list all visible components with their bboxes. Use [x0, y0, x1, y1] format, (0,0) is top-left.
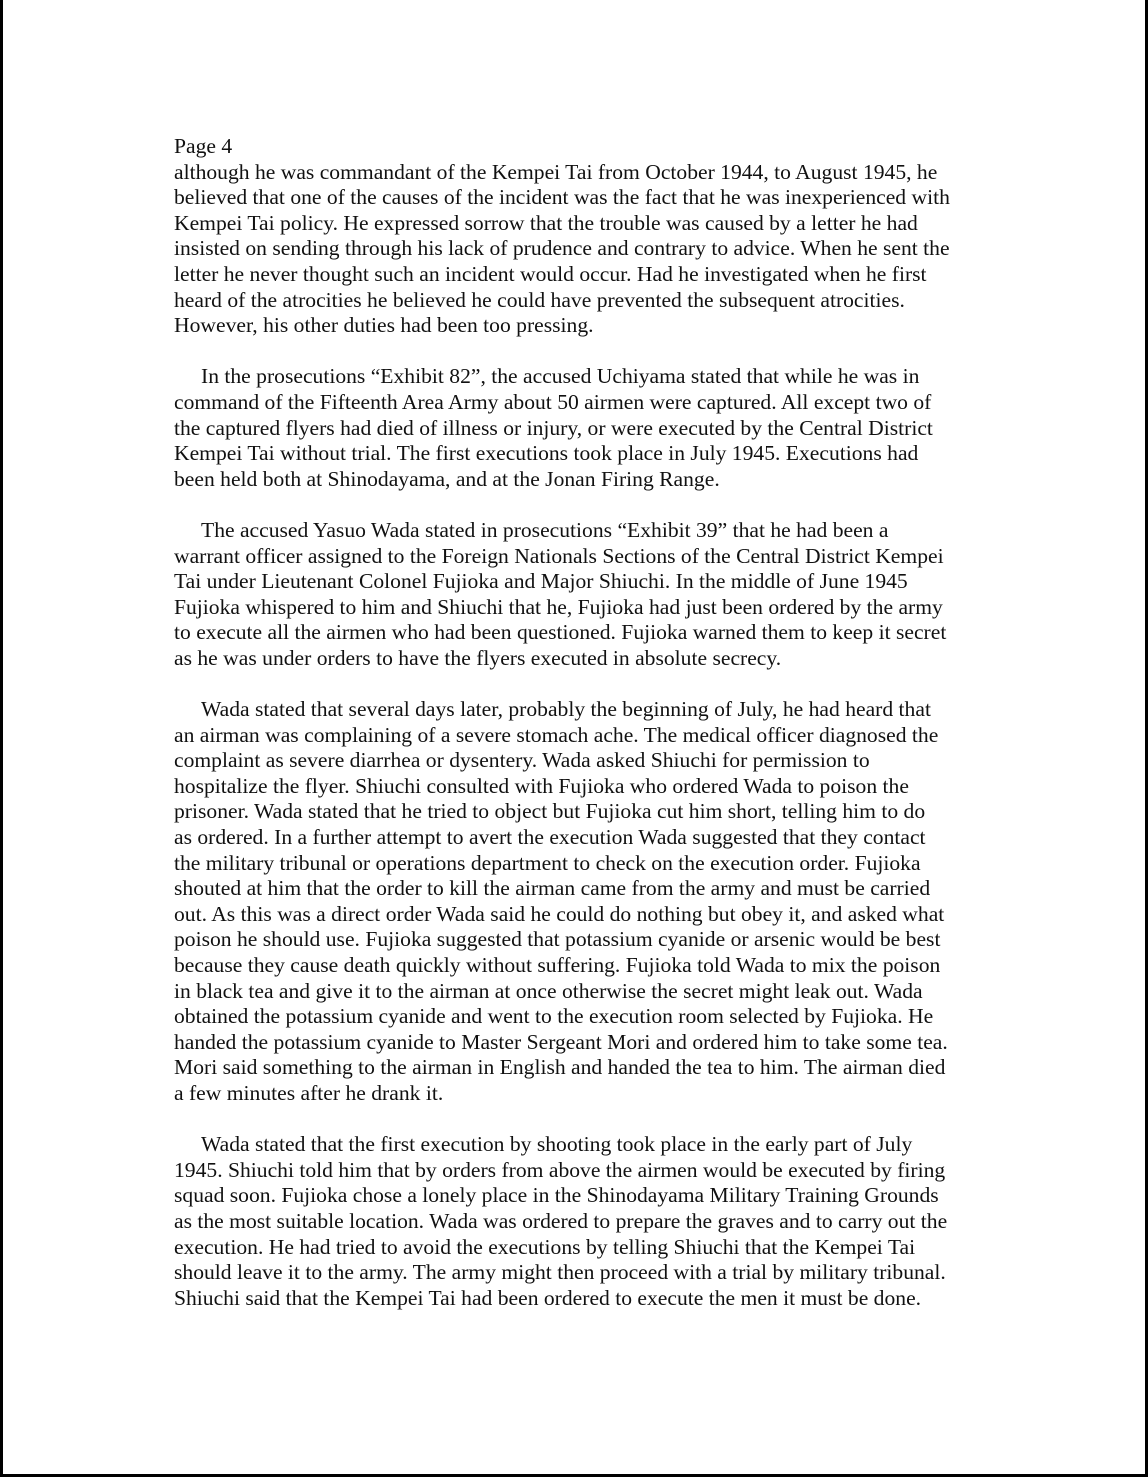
text-line: as the most suitable location. Wada was ordered to prepare the graves and to carry out the: [174, 1208, 948, 1233]
text-line: The accused Yasuo Wada stated in prosecutions “Exhibit 39” that he had been a: [201, 517, 889, 542]
text-line: hospitalize the flyer. Shiuchi consulted with Fujioka who ordered Wada to poison the: [174, 773, 909, 798]
text-line: warrant officer assigned to the Foreign Nationals Sections of the Central District Kempei: [174, 543, 944, 568]
paragraph-4: [174, 697, 1004, 1107]
text-line: should leave it to the army. The army might then proceed with a trial by military tribunal.: [174, 1260, 946, 1285]
text-line: Mori said something to the airman in English and handed the tea to him. The airman died: [174, 1055, 946, 1080]
text-line: shouted at him that the order to kill the airman came from the army and must be carried: [174, 876, 931, 901]
text-line: believed that one of the causes of the incident was the fact that he was inexperienced with: [174, 185, 950, 210]
text-line: Tai under Lieutenant Colonel Fujioka and Major Shiuchi. In the middle of June 1945: [174, 569, 908, 594]
text-line: However, his other duties had been too pressing.: [174, 313, 594, 338]
text-line: as he was under orders to have the flyers executed in absolute secrecy.: [174, 645, 782, 670]
text-line: squad soon. Fujioka chose a lonely place in the Shinodayama Military Training Grounds: [174, 1183, 939, 1208]
text-line: Shiuchi said that the Kempei Tai had been ordered to execute the men it must be done.: [174, 1285, 922, 1310]
text-line: Kempei Tai without trial. The first executions took place in July 1945. Executions had: [174, 441, 919, 466]
page-number: Page 4: [174, 134, 233, 158]
text-line: handed the potassium cyanide to Master Sergeant Mori and ordered him to take some tea.: [174, 1029, 948, 1054]
text-line: although he was commandant of the Kempei Tai from October 1944, to August 1945, he: [174, 159, 938, 184]
text-line: a few minutes after he drank it.: [174, 1080, 444, 1105]
text-line: the military tribunal or operations department to check on the execution order. Fujioka: [174, 850, 921, 875]
text-line: been held both at Shinodayama, and at the Jonan Firing Range.: [174, 466, 720, 491]
text-line: in black tea and give it to the airman at once otherwise the secret might leak out. Wada: [174, 978, 923, 1003]
text-line: poison he should use. Fujioka suggested that potassium cyanide or arsenic would be best: [174, 927, 941, 952]
text-line: because they cause death quickly without suffering. Fujioka told Wada to mix the poison: [174, 953, 941, 977]
paragraph-5: [174, 1132, 1004, 1311]
text-line: 1945. Shiuchi told him that by orders from above the airmen would be executed by firing: [174, 1157, 946, 1182]
text-line: execution. He had tried to avoid the executions by telling Shiuchi that the Kempei Tai: [174, 1234, 916, 1259]
text-line: Fujioka whispered to him and Shiuchi that he, Fujioka had just been ordered by the army: [174, 594, 943, 619]
text-line: to execute all the airmen who had been questioned. Fujioka warned them to keep it secret: [174, 620, 947, 645]
paragraph-1: [174, 160, 1004, 339]
text-line: complaint as severe diarrhea or dysentery. Wada asked Shiuchi for permission to: [174, 748, 870, 773]
text-line: Wada stated that several days later, probably the beginning of July, he had heard that: [201, 697, 931, 722]
text-line: insisted on sending through his lack of prudence and contrary to advice. When he sent the: [174, 236, 950, 261]
text-line: as ordered. In a further attempt to avert the execution Wada suggested that they contact: [174, 825, 926, 850]
text-line: Wada stated that the first execution by shooting took place in the early part of July: [201, 1132, 913, 1157]
text-line: out. As this was a direct order Wada said he could do nothing but obey it, and asked what: [174, 901, 945, 926]
text-line: heard of the atrocities he believed he could have prevented the subsequent atrocities.: [174, 287, 905, 312]
text-line: prisoner. Wada stated that he tried to object but Fujioka cut him short, telling him to do: [174, 799, 926, 824]
text-line: In the prosecutions “Exhibit 82”, the accused Uchiyama stated that while he was in: [201, 364, 920, 389]
paragraph-3: [174, 518, 1004, 672]
text-line: an airman was complaining of a severe stomach ache. The medical officer diagnosed the: [174, 722, 939, 747]
text-line: command of the Fifteenth Area Army about 50 airmen were captured. All except two of: [174, 389, 932, 414]
text-line: the captured flyers had died of illness or injury, or were executed by the Central District: [174, 415, 933, 440]
page-content: [174, 134, 1004, 1311]
paragraph-2: [174, 364, 1004, 492]
text-line: Kempei Tai policy. He expressed sorrow that the trouble was caused by a letter he had: [174, 210, 918, 235]
text-line: letter he never thought such an incident would occur. Had he investigated when he first: [174, 261, 927, 286]
text-line: obtained the potassium cyanide and went to the execution room selected by Fujioka. He: [174, 1004, 934, 1029]
